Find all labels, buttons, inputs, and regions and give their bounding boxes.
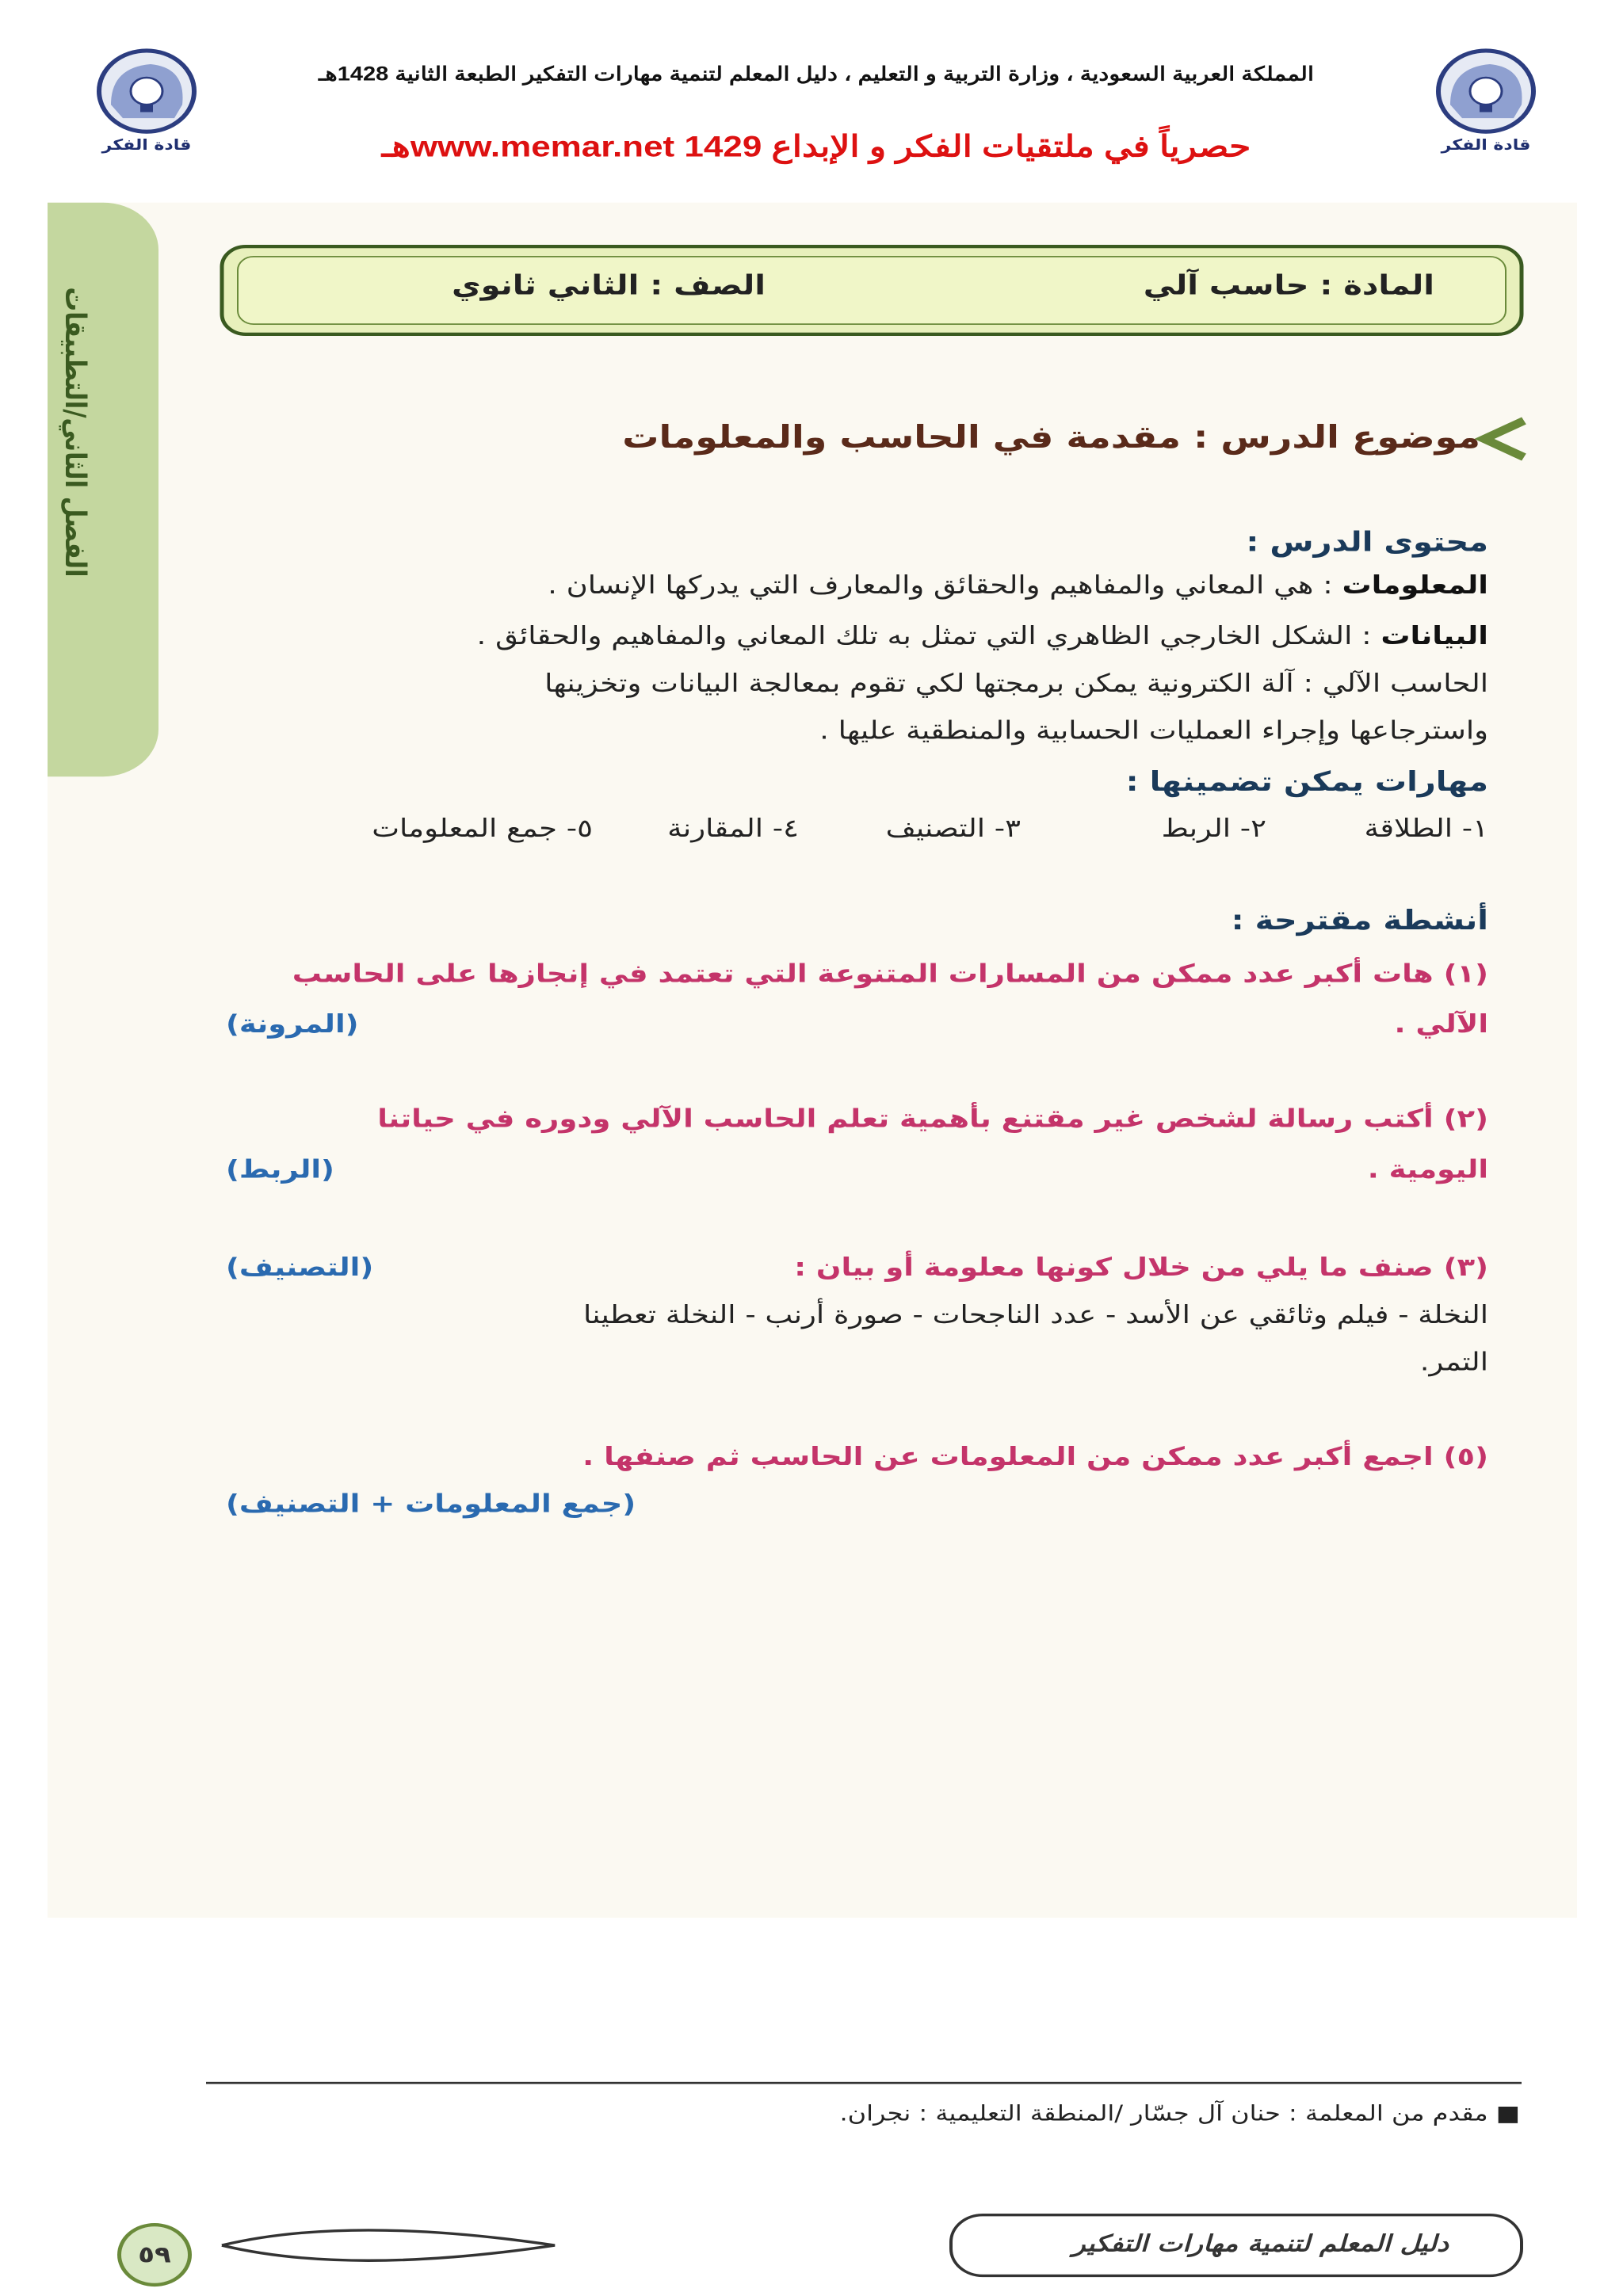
content-heading: محتوى الدرس : — [1246, 526, 1488, 559]
activity-5-line1: (٥) اجمع أكبر عدد ممكن من المعلومات عن الحاسب ثم صنفها . — [582, 1441, 1488, 1471]
lesson-title: موضوع الدرس : مقدمة في الحاسب والمعلومات — [622, 418, 1480, 456]
skill-item: ١- الطلاقة — [1364, 814, 1488, 843]
subject-banner — [206, 240, 1537, 341]
chevron-left-icon — [1472, 415, 1528, 463]
logo-caption: قادة الفكر — [1441, 137, 1531, 154]
data-definition — [477, 621, 1488, 650]
logo-left — [79, 40, 214, 169]
activity-1-skill-tag: (المرونة) — [226, 1009, 359, 1039]
footer-divider — [206, 2082, 1522, 2084]
page-number: ٥٩ — [117, 2223, 192, 2286]
info-def-text: : هي المعاني والمفاهيم والحقائق والمعارف التي يدركها الإنسان . — [548, 570, 1342, 600]
skill-item: ٣- التصنيف — [885, 814, 1021, 843]
logo-caption: قادة الفكر — [101, 137, 192, 154]
presenter-credit: ■ مقدم من المعلمة : حنان آل جسّار /المنطقة التعليمية : نجران. — [839, 2100, 1520, 2126]
logo-right — [1419, 40, 1553, 169]
activity-3-line3: التمر. — [1419, 1347, 1488, 1377]
skills-list — [206, 814, 1488, 854]
info-term: المعلومات — [1342, 570, 1488, 600]
skills-heading: مهارات يمكن تضمينها : — [1125, 766, 1488, 798]
data-def-text: : الشكل الخارجي الظاهري التي تمثل به تلك المعاني والمفاهيم والحقائق . — [476, 621, 1381, 650]
activity-2-line2: اليومية . — [1367, 1154, 1488, 1184]
side-label: الفصل الثاني/التطبيقات — [59, 287, 91, 578]
activity-3-line2: النخلة - فيلم وثائقي عن الأسد - عدد الناجحات - صورة أرنب - النخلة تعطينا — [583, 1299, 1488, 1329]
activity-1-line1: (١) هات أكبر عدد ممكن من المسارات المتنوعة التي تعتمد في إنجازها على الحاسب — [292, 959, 1488, 988]
subject-label: المادة : حاسب آلي — [1143, 269, 1434, 302]
info-definition — [548, 570, 1488, 600]
activities-heading: أنشطة مقترحة : — [1231, 905, 1488, 936]
activity-2-skill-tag: (الربط) — [226, 1154, 334, 1184]
computer-definition-line2: واسترجاعها وإجراء العمليات الحسابية والمنطقية عليها . — [819, 715, 1488, 746]
skill-item: ٢- الربط — [1161, 814, 1266, 843]
header-title: المملكة العربية السعودية ، وزارة التربية و التعليم ، دليل المعلم لتنمية مهارات التفكير الطبعة الثانية 1428هـ — [318, 63, 1315, 86]
activity-1-line2: الآلي . — [1394, 1009, 1488, 1039]
header-subtitle: حصرياً في ملتقيات الفكر و الإبداع www.memar.net 1429هـ — [381, 130, 1251, 164]
skill-item: ٥- جمع المعلومات — [372, 814, 593, 843]
computer-definition-line1: الحاسب الآلي : آلة الكترونية يمكن برمجتها لكي تقوم بمعالجة البيانات وتخزينها — [544, 668, 1488, 698]
data-term: البيانات — [1381, 621, 1488, 650]
activity-5-skill-tag: (جمع المعلومات + التصنيف) — [226, 1489, 636, 1519]
activity-2-line1: (٢) أكتب رسالة لشخص غير مقتنع بأهمية تعلم الحاسب الآلي ودوره في حياتنا — [377, 1104, 1488, 1134]
activity-3-line1: (٣) صنف ما يلي من خلال كونها معلومة أو بيان : — [794, 1253, 1488, 1282]
skill-item: ٤- المقارنة — [667, 814, 799, 843]
grade-label: الصف : الثاني ثانوي — [452, 269, 766, 302]
book-page — [48, 203, 1577, 1918]
guide-title: دليل المعلم لتنمية مهارات التفكير — [1072, 2230, 1449, 2258]
activity-3-skill-tag: (التصنيف) — [226, 1253, 374, 1282]
